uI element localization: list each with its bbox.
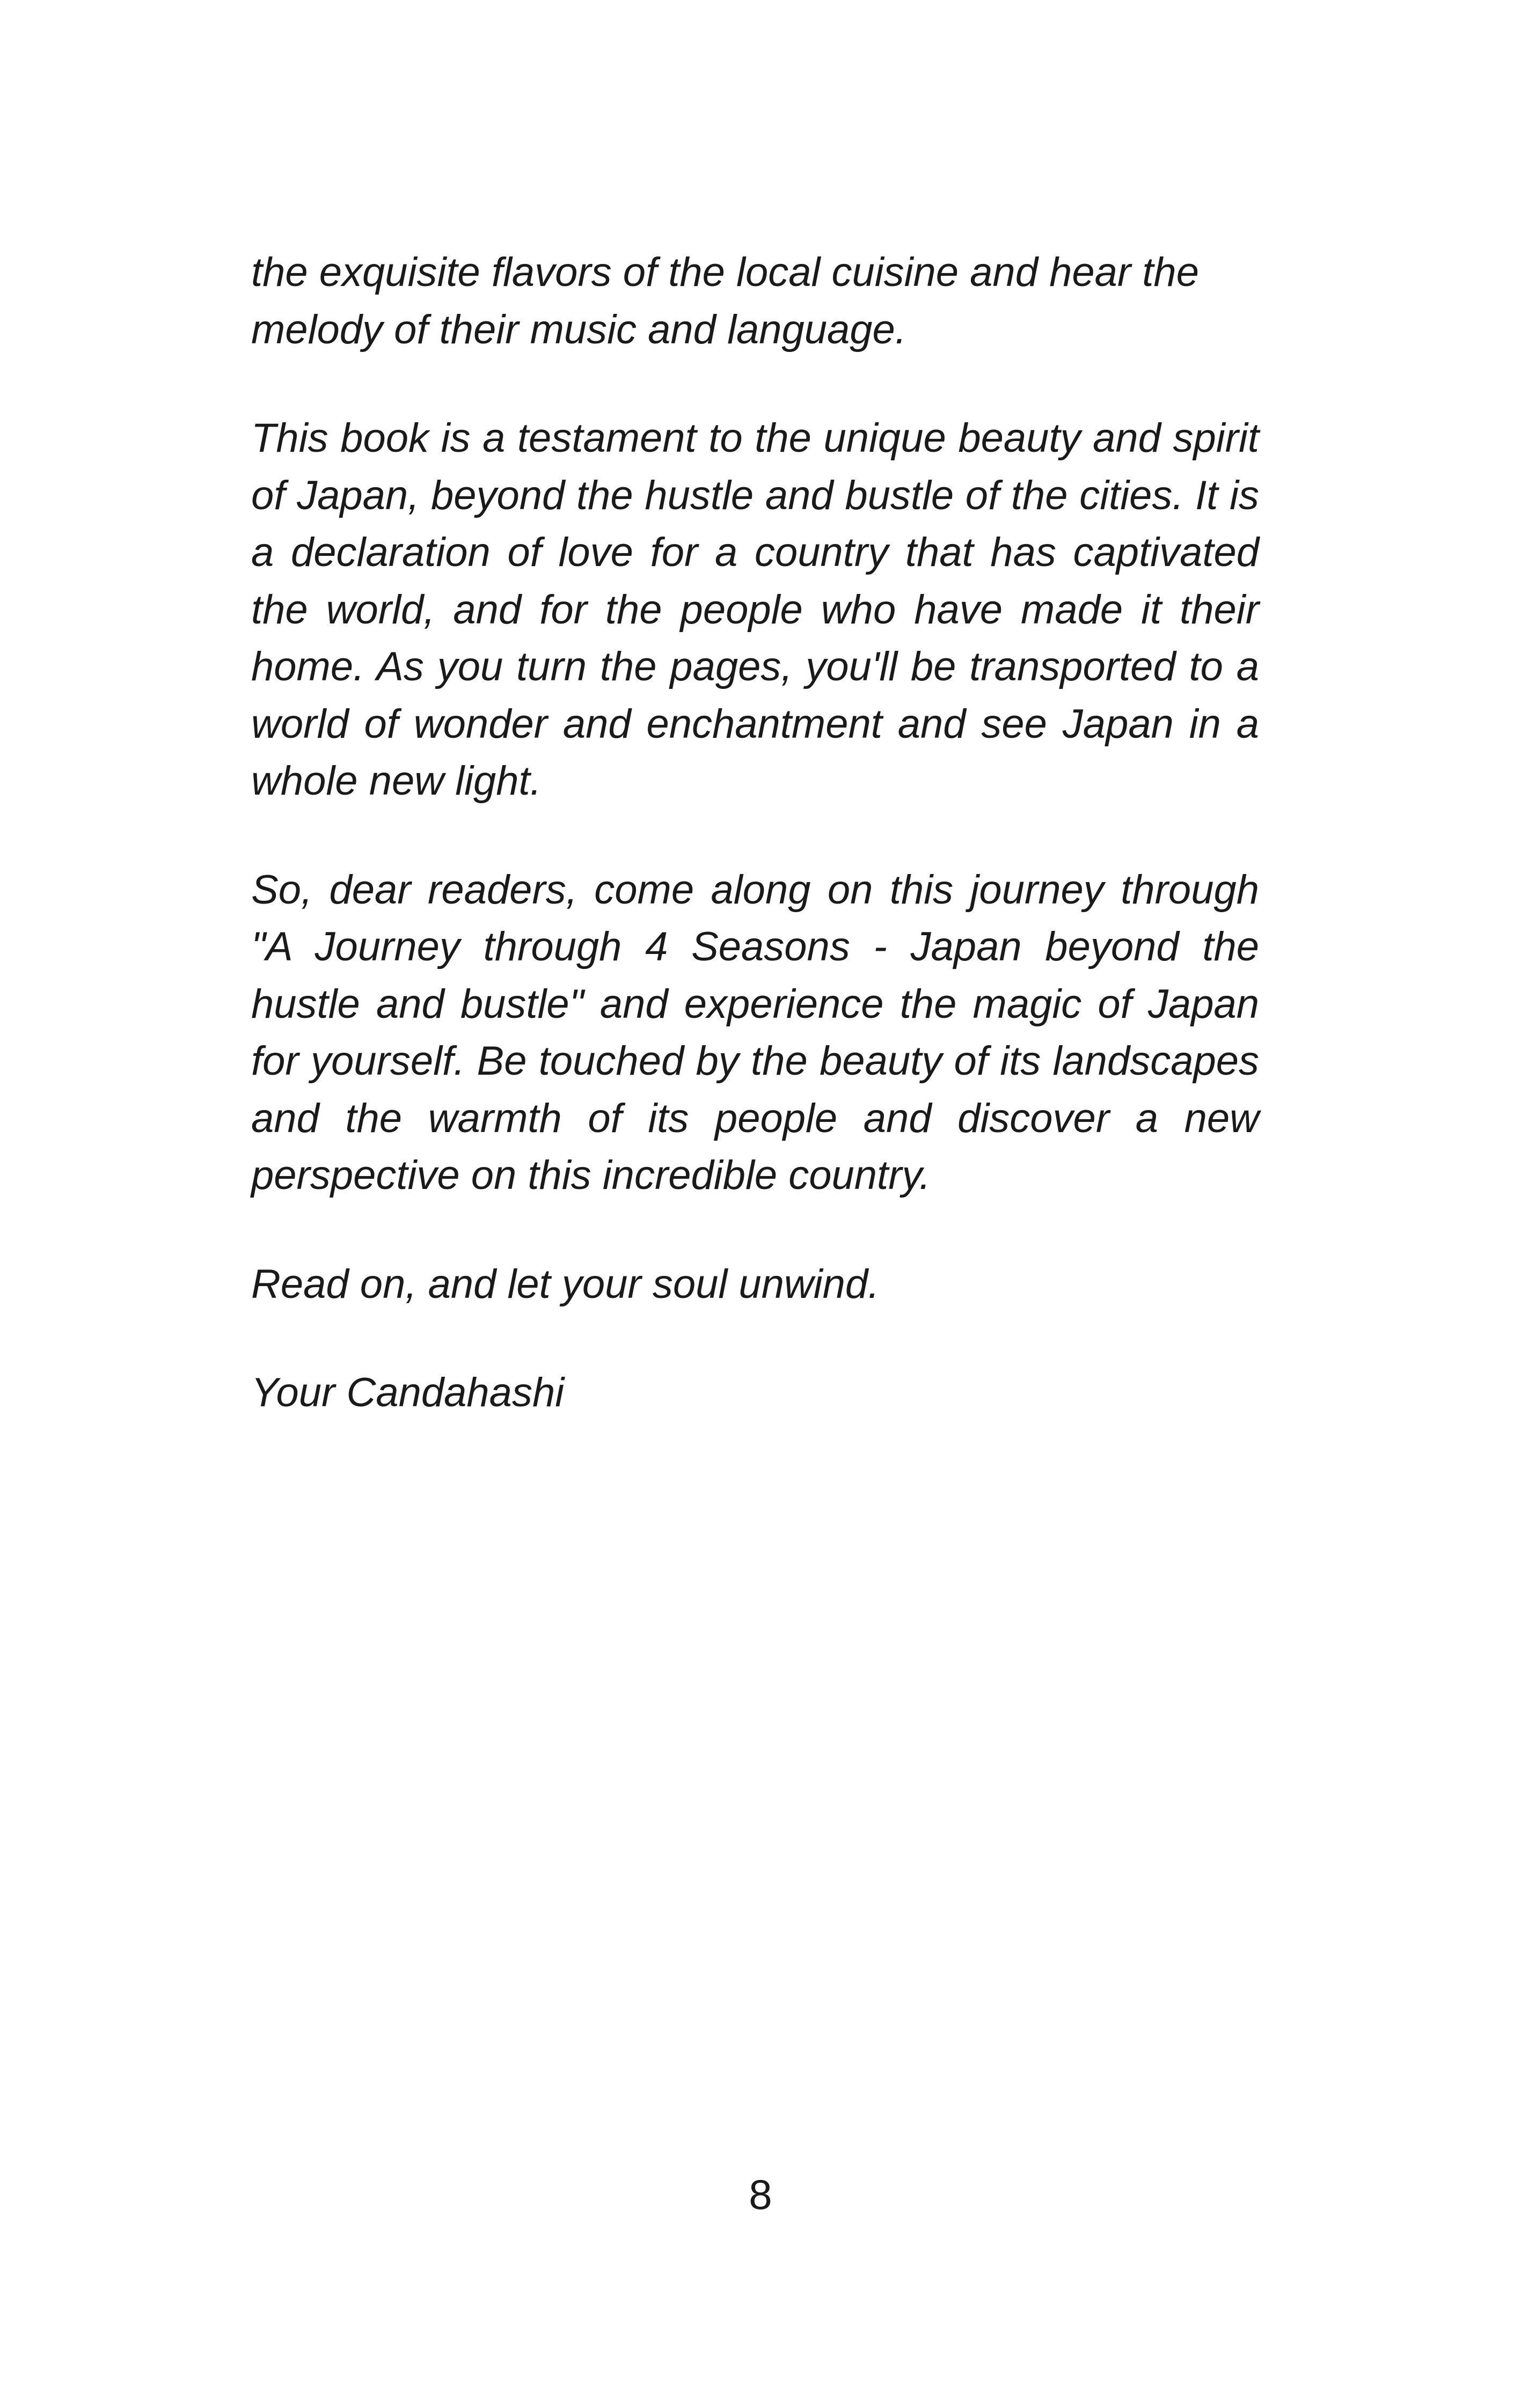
- body-text: [251, 244, 1259, 1473]
- paragraph-continuation: the exquisite flavors of the local cuisine and hear the melody of their music and language.: [251, 249, 1199, 353]
- paragraph-testament: This book is a testament to the unique beauty and spirit of Japan, beyond the hustle and bustle of the cities. It is a declaration of love for a country that has captivated the world, and for the people who have made it their home. As you turn the pages, you'll be transported to a world of wonder and enchantment and see Japan in a whole new light.: [251, 415, 1259, 804]
- paragraph-invitation: So, dear readers, come along on this journey through "A Journey through 4 Seasons - Japan beyond the hustle and bustle" and experience the magic of Japan for yourself. Be touched by the beauty of its landscapes and the warmth of its people and discover a new perspective on this incredible country.: [251, 867, 1259, 1198]
- signature-line: Your Candahashi: [251, 1370, 565, 1415]
- page-number: 8: [749, 2171, 772, 2218]
- paragraph-read-on: Read on, and let your soul unwind.: [251, 1261, 880, 1307]
